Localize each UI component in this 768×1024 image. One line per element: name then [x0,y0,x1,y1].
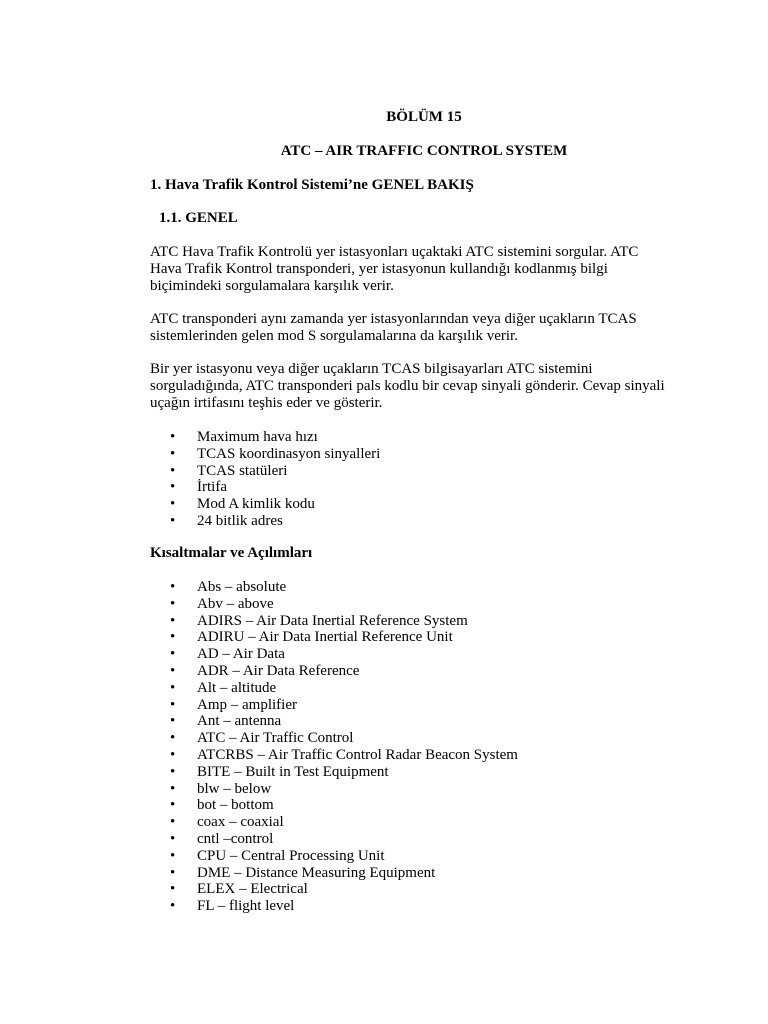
bullet-icon: • [170,512,176,529]
list-item [170,663,518,680]
list-item-text: 24 bitlik adres [197,512,283,529]
list-item [170,713,518,730]
bullet-icon: • [170,763,176,780]
section-heading: 1. Hava Trafik Kontrol Sistemi’ne GENEL BAKIŞ [150,177,474,193]
list-item-text: Amp – amplifier [197,696,297,713]
bullet-icon: • [170,881,176,898]
list-item-text: DME – Distance Measuring Equipment [197,864,436,881]
bullet-icon: • [170,847,176,864]
list-item-text: cntl –control [197,830,274,847]
list-item [170,513,380,530]
bullet-icon: • [170,746,176,763]
list-item [170,881,518,898]
bullet-icon: • [170,864,176,881]
bullet-icon: • [170,814,176,831]
list-item [170,596,518,613]
list-item [170,429,380,446]
list-item [170,764,518,781]
list-item-text: Abv – above [197,595,274,612]
bullet-icon: • [170,629,176,646]
bullet-icon: • [170,696,176,713]
bullet-icon: • [170,646,176,663]
list-item-text: coax – coaxial [197,814,284,831]
list-item [170,496,380,513]
list-item-text: TCAS statüleri [197,462,288,479]
list-item-text: Ant – antenna [197,713,282,730]
list-item-text: ATC – Air Traffic Control [197,730,354,747]
bullet-icon: • [170,612,176,629]
list-item [170,747,518,764]
list-item [170,680,518,697]
bullet-icon: • [170,830,176,847]
list-item-text: ATCRBS – Air Traffic Control Radar Beacon System [197,746,518,763]
bullet-icon: • [170,445,176,462]
abbreviations-heading: Kısaltmalar ve Açılımları [150,545,313,561]
bullet-icon: • [170,713,176,730]
list-item-text: ADR – Air Data Reference [197,662,360,679]
bullet-icon: • [170,662,176,679]
list-item [170,463,380,480]
list-item [170,848,518,865]
list-item [170,831,518,848]
chapter-heading: BÖLÜM 15 [386,109,462,125]
list-item [170,797,518,814]
list-item-text: ADIRU – Air Data Inertial Reference Unit [197,629,453,646]
bullet-icon: • [170,496,176,513]
list-item-text: TCAS koordinasyon sinyalleri [197,445,381,462]
abbreviations-list [170,579,518,915]
list-item-text: Abs – absolute [197,579,287,595]
list-item [170,646,518,663]
list-item-text: İrtifa [197,479,227,496]
bullet-icon: • [170,462,176,479]
list-item-text: BITE – Built in Test Equipment [197,763,389,780]
list-item-text: bot – bottom [197,797,274,814]
document-title: ATC – AIR TRAFFIC CONTROL SYSTEM [280,143,568,159]
list-item-text: AD – Air Data [197,646,285,663]
subsection-heading: 1.1. GENEL [159,210,238,226]
list-item [170,613,518,630]
list-item [170,479,380,496]
list-item-text: ADIRS – Air Data Inertial Reference System [197,612,468,629]
bullet-icon: • [170,898,176,915]
bullet-icon: • [170,479,176,496]
list-item-text: Maximum hava hızı [197,429,318,445]
paragraph-3: Bir yer istasyonu veya diğer uçakların TCAS bilgisayarları ATC sistemini sorguladığında, ATC transponderi pals kodlu bir cevap sinyali gönderir. Cevap sinyali uçağın irtifasını teşhis eder ve gösterir. [150,361,665,411]
list-item [170,898,518,915]
list-item [170,579,518,596]
list-item [170,814,518,831]
list-item [170,446,380,463]
bullet-icon: • [170,429,176,445]
list-item-text: Alt – altitude [197,679,277,696]
list-item-text: Mod A kimlik kodu [197,496,315,513]
bullet-icon: • [170,780,176,797]
bullet-icon: • [170,730,176,747]
list-item [170,629,518,646]
list-item [170,865,518,882]
list-item [170,697,518,714]
list-item-text: blw – below [197,780,272,797]
bullet-icon: • [170,579,176,595]
signal-items-list [170,429,380,530]
bullet-icon: • [170,679,176,696]
paragraph-2: ATC transponderi aynı zamanda yer istasyonlarından veya diğer uçakların TCAS sistemlerinden gelen mod S sorgulamalarına da karşılık verir. [150,311,637,344]
list-item [170,781,518,798]
list-item [170,730,518,747]
list-item-text: FL – flight level [197,898,295,915]
bullet-icon: • [170,797,176,814]
list-item-text: CPU – Central Processing Unit [197,847,385,864]
paragraph-1: ATC Hava Trafik Kontrolü yer istasyonları uçaktaki ATC sistemini sorgular. ATC Hava Trafik Kontrol transponderi, yer istasyonun kullandığı kodlanmış bilgi biçimindeki sorgulamalara karşılık verir. [150,244,639,294]
list-item-text: ELEX – Electrical [197,881,308,898]
bullet-icon: • [170,595,176,612]
